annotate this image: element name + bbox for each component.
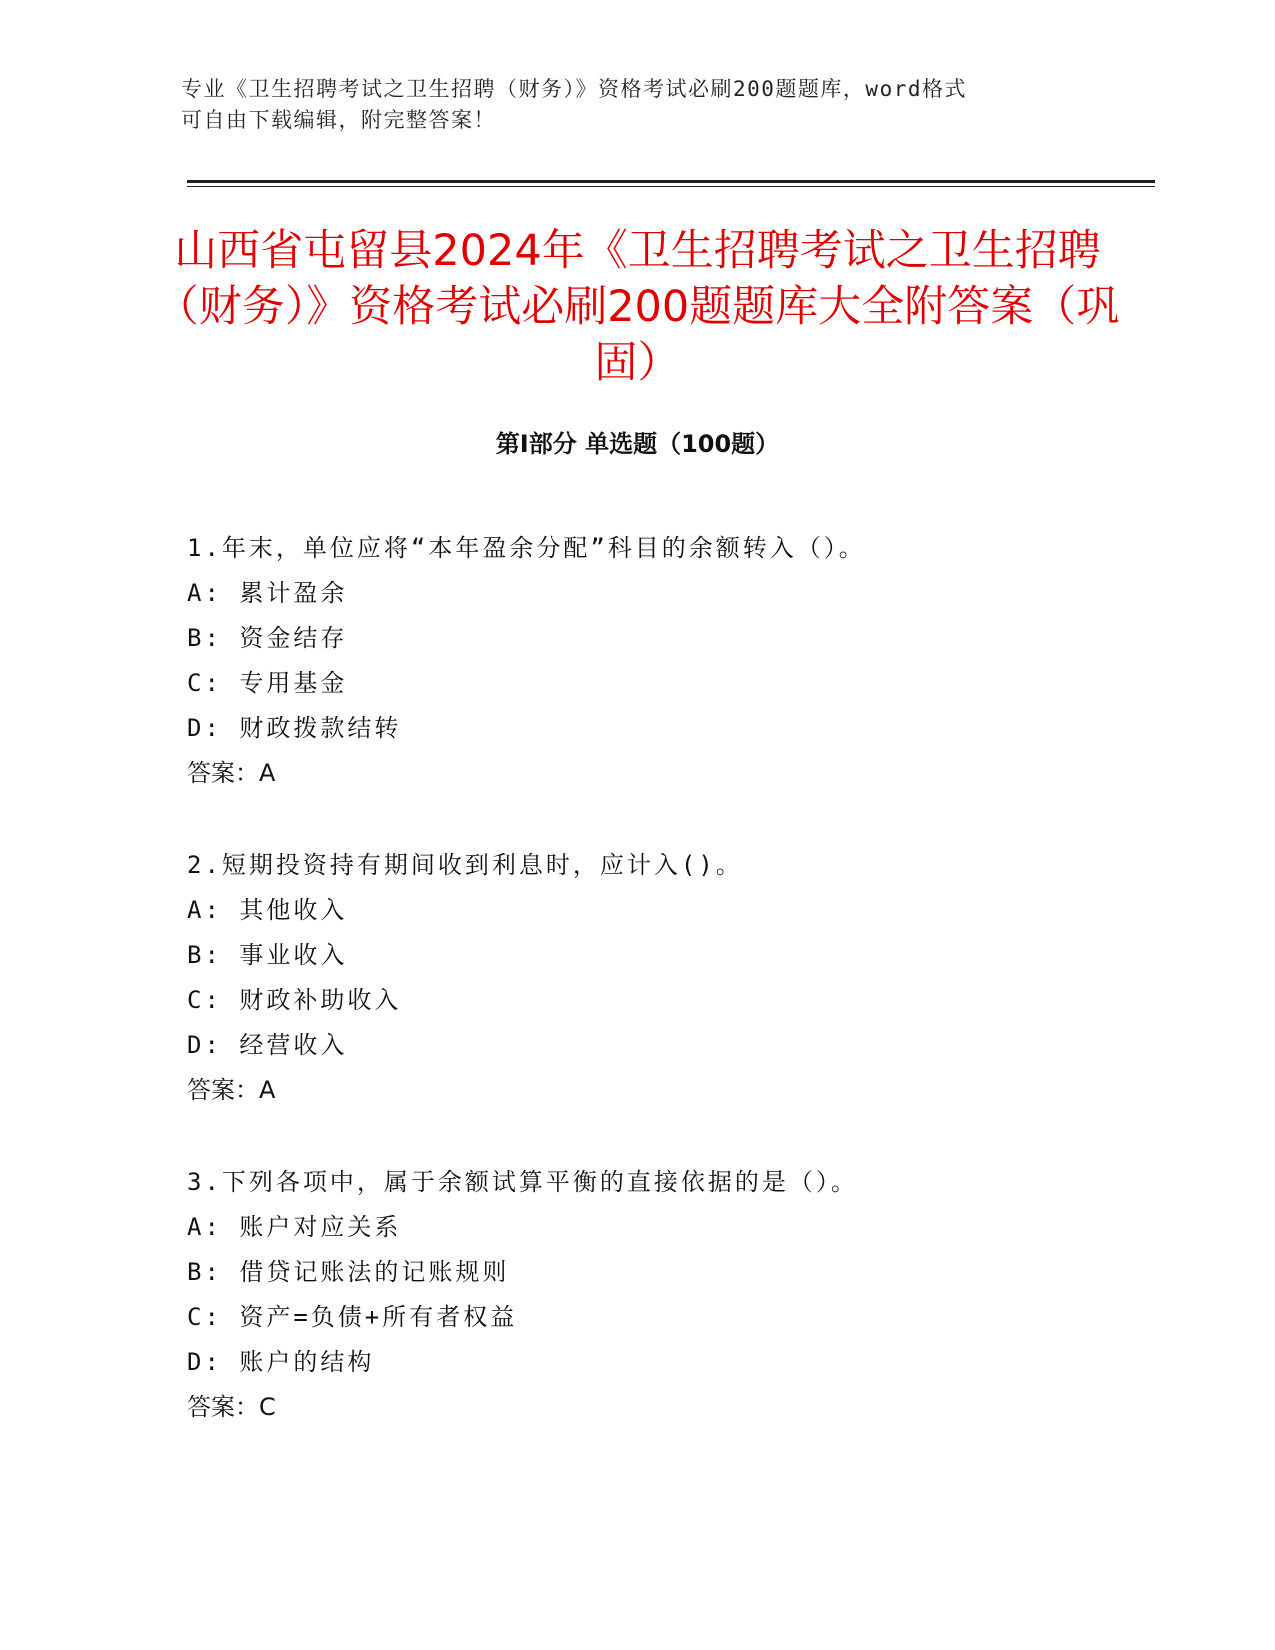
answer-line: 答案：C (187, 1393, 276, 1421)
question-stem: 2.短期投资持有期间收到利息时，应计入()。 (187, 851, 743, 879)
section-title: 第Ⅰ部分 单选题（100题） (495, 430, 780, 458)
question-stem: 1.年末，单位应将“本年盈余分配”科目的余额转入（）。 (187, 534, 866, 562)
option-d: D: 财政拨款结转 (187, 714, 402, 742)
header-note-line-1: 专业《卫生招聘考试之卫生招聘（财务）》资格考试必刷200题题库，word格式 (181, 77, 967, 101)
option-a: A: 累计盈余 (187, 579, 348, 607)
header-note (181, 74, 1081, 136)
answer-line: 答案：A (187, 759, 276, 787)
option-d: D: 经营收入 (187, 1031, 348, 1059)
option-b: B: 借贷记账法的记账规则 (187, 1258, 510, 1286)
option-c: C: 资产=负债+所有者权益 (187, 1303, 518, 1331)
header-divider-thin (187, 186, 1155, 187)
header-note-line-2: 可自由下载编辑，附完整答案！ (181, 108, 496, 132)
answer-line: 答案：A (187, 1076, 276, 1104)
question-1 (187, 526, 1127, 796)
option-d: D: 账户的结构 (187, 1348, 375, 1376)
option-c: C: 专用基金 (187, 669, 348, 697)
option-a: A: 账户对应关系 (187, 1213, 402, 1241)
option-b: B: 资金结存 (187, 624, 348, 652)
option-a: A: 其他收入 (187, 896, 348, 924)
question-list (187, 526, 1127, 1477)
question-stem: 3.下列各项中，属于余额试算平衡的直接依据的是（）。 (187, 1168, 858, 1196)
question-3 (187, 1160, 1127, 1430)
option-c: C: 财政补助收入 (187, 986, 402, 1014)
document-title: 山西省屯留县2024年《卫生招聘考试之卫生招聘（财务）》资格考试必刷200题题库大全附答案（巩固） (155, 226, 1120, 388)
option-b: B: 事业收入 (187, 941, 348, 969)
question-2 (187, 843, 1127, 1113)
header-divider-thick (187, 180, 1155, 183)
